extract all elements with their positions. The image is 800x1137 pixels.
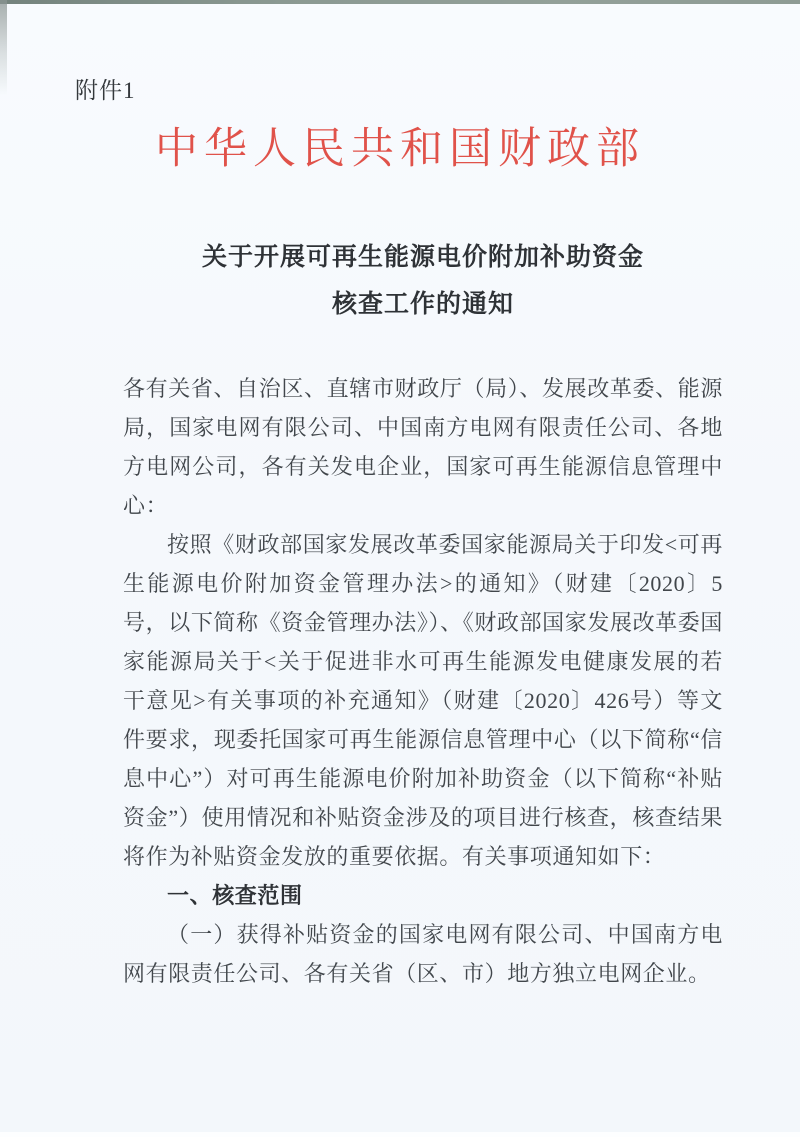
scan-edge-top <box>0 0 800 4</box>
agency-header: 中华人民共和国财政部 <box>155 126 645 173</box>
scan-edge-bottom <box>0 1132 800 1137</box>
intro-paragraph: 按照《财政部国家发展改革委国家能源局关于印发<可再生能源电价附加资金管理办法>的通知》（财建〔2020〕5号，以下简称《资金管理办法》）、《财政部国家发展改革委国家能源局关于<关于促进非水可再生能源发电健康发展的若干意见>有关事项的补充通知》（财建〔2020〕426号）等文件要求，现委托国家可再生能源信息管理中心（以下简称“信息中心”）对可再生能源电价附加补助资金（以下简称“补贴资金”）使用情况和补贴资金涉及的项目进行核查，核查结果将作为补贴资金发放的重要依据。有关事项通知如下： <box>123 532 723 869</box>
section-item-paragraph: （一）获得补贴资金的国家电网有限公司、中国南方电网有限责任公司、各有关省（区、市）地方独立电网企业。 <box>123 922 723 986</box>
attachment-label: 附件1 <box>75 78 136 103</box>
document-body <box>123 369 723 993</box>
salutation-paragraph: 各有关省、自治区、直辖市财政厅（局）、发展改革委、能源局，国家电网有限公司、中国南方电网有限责任公司、各地方电网公司，各有关发电企业，国家可再生能源信息管理中心： <box>123 376 723 518</box>
document-title-line-1: 关于开展可再生能源电价附加补助资金 <box>201 244 644 271</box>
document-title <box>123 234 723 328</box>
document-title-line-2: 核查工作的通知 <box>331 291 514 318</box>
section-heading: 一、核查范围 <box>167 883 303 908</box>
scan-edge-left <box>0 0 7 95</box>
